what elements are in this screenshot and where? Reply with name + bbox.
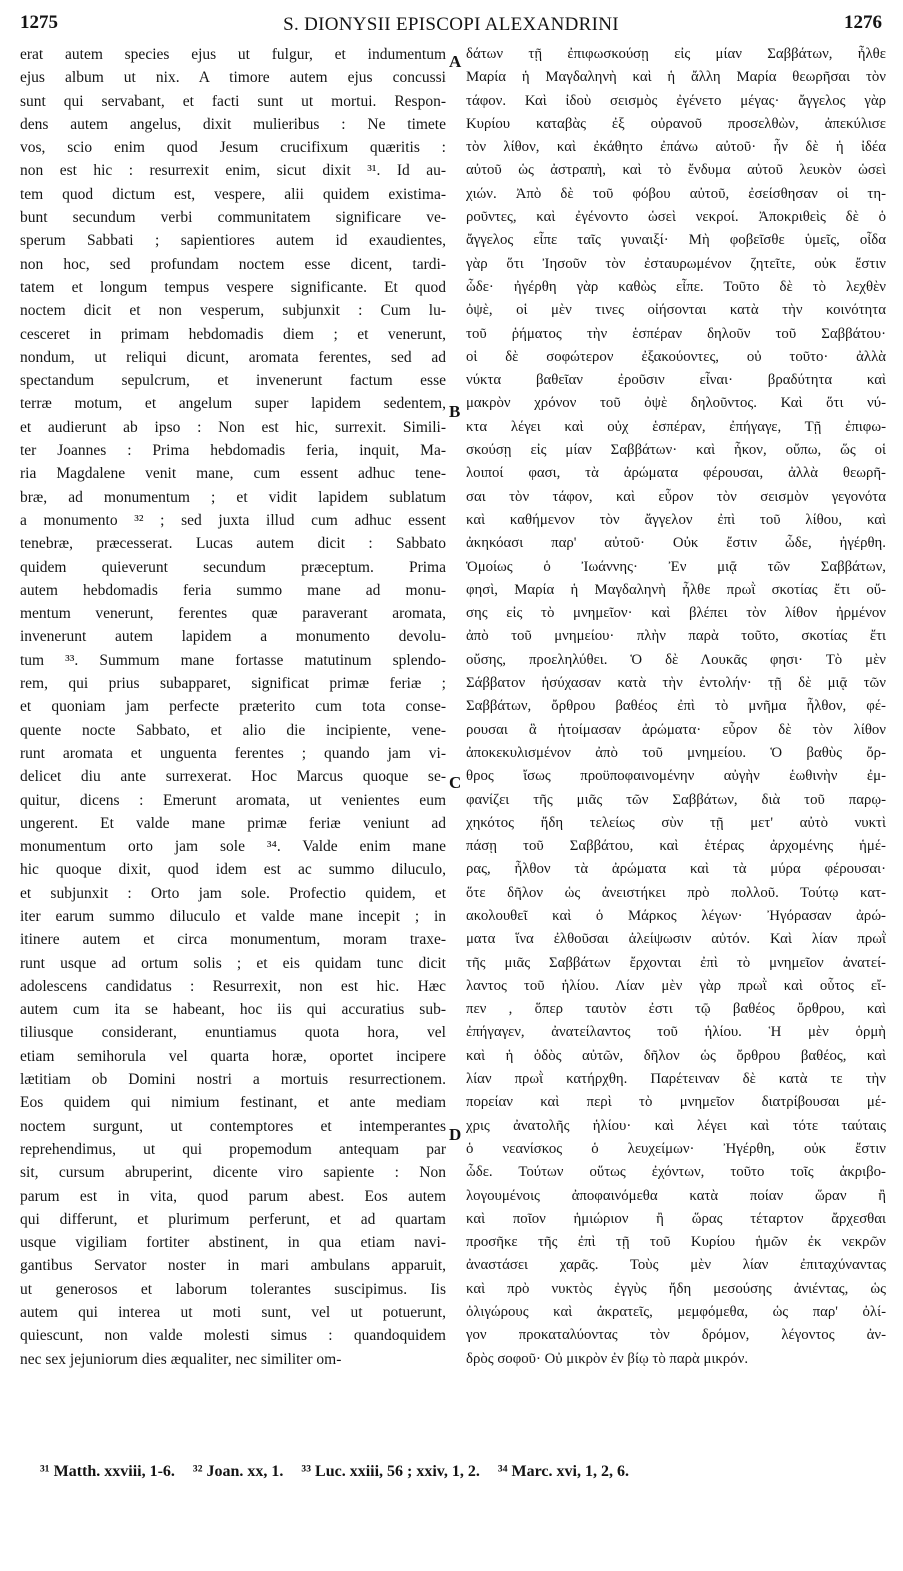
latin-text-line: etiam semihorula vel quarta horæ, oportet incipere [20,1047,446,1065]
greek-text-line: ματα ἵνα ἐλθοῦσαι ἀλείψωσιν αὐτόν. Καὶ λίαν πρωῒ [466,931,886,948]
greek-text-line: ὧδε· ἠγέρθη γὰρ καθὼς εἶπε. Τοῦτο δὲ τὸ λεχθὲν [466,278,886,295]
greek-text-line: λογουμένοις ἀποφαινόμεθα κατὰ ποίαν ὥραν ἢ [466,1187,886,1204]
greek-text-line: αὐτοῦ ὡς ἀστραπὴ, καὶ τὸ ἔνδυμα αὐτοῦ λευκὸν ὡσεὶ [466,162,886,179]
greek-text-line: ἀπὸ τοῦ μνημείου· πλὴν παρὰ τοῦτο, σκοτίας ἔτι [466,628,886,645]
running-title: S. DIONYSII EPISCOPI ALEXANDRINI [283,14,619,35]
page-number-left: 1275 [20,12,58,33]
latin-text-line: autem qui interea ut moti sunt, vel ut potuerunt, [20,1304,446,1322]
latin-text-line: delicet diu ante surrexerat. Hoc Marcus quoque se- [20,768,446,786]
greek-text-line: ἀναστάσει χαρᾶς. Τοὺς μὲν λίαν ἐπιταχύναντας [466,1257,886,1274]
greek-text-line: σης εἰς τὸ μνημεῖον· καὶ βλέπει τὸν λίθον ἠρμένον [466,605,886,622]
latin-text-line: cesceret in primam hebdomadis diem ; et venerunt, [20,325,446,343]
greek-text-line: τοῦ ῥήματος τὴν ἑσπέραν δηλοῦν τοῦ Σαββάτου· [466,325,886,342]
greek-text-line: ρας, ἦλθον τὰ ἀρώματα καὶ τὰ μύρα φέρουσαι· [466,861,886,878]
latin-text-line: noctem surgunt, ut contemptores et intemperantes [20,1117,446,1135]
greek-text-line: χηκότος ἤδη τελείως σὺν τῇ μετ' αὐτὸ νυκτὶ [466,814,886,831]
latin-text-line: invenerunt autem lapidem a monumento devolu- [20,628,446,646]
greek-text-line: πεν , ὅπερ ταυτὸν ἐστι τῷ βαθέος ὄρθρου, καὶ [466,1001,886,1018]
greek-text-line: τῆς μιᾶς Σαββάτων ἔρχονται ἐπὶ τὸ μνημεῖον ἀνατεί- [466,954,886,971]
latin-text-line: Eos quidem qui nimium festinant, et ante mediam [20,1094,446,1112]
column-marker-c: C [449,773,462,792]
column-marker-a: A [449,52,462,71]
greek-text-line: τὸν λίθον, καὶ ἐκάθητο ἐπάνω αὐτοῦ· ἦν δὲ ἡ ἰδέα [466,139,886,156]
greek-text-line: Σαββάτων, ὄρθρου βαθέος ἐπὶ τὸ μνῆμα ἦλθον, φέ- [466,698,886,715]
latin-text-line: lætitiam ob Domini nostri a mortuis resurrectionem. [20,1071,446,1089]
latin-text-line: quente nocte Sabbato, et alio die incipiente, vene- [20,721,446,739]
latin-text-line: erat autem species ejus ut fulgur, et indumentum [20,46,446,63]
latin-text-line: ungerent. Et valde mane primæ feriæ veniunt ad [20,814,446,832]
greek-text-line: φησὶ, Μαρία ἡ Μαγδαληνὴ ἦλθε πρωῒ σκοτίας ἔτι οὔ- [466,581,886,598]
greek-text-line: μακρὸν χρόνον τοῦ ὀψὲ δηλοῦντος. Καὶ ὅτι νύ- [466,395,886,412]
latin-text-line: a monumento ³² ; sed juxta illud cum adhuc essent [20,511,446,529]
latin-text-line: runt usque ad ortum solis ; et eis quidam tunc dicit [20,954,446,972]
latin-text-line: itinere autem et circa monumentum, moram traxe- [20,931,446,949]
running-header [20,12,882,40]
greek-text-line: λοιποί φασι, τὰ ἀρώματα φέρουσαι, ἀλλὰ θεωρῆ- [466,465,886,482]
greek-text-line: καὶ ἡ ὁδὸς αὐτῶν, δῆλον ὡς ὄρθρου βαθέος, καὶ [466,1047,886,1064]
greek-text-line: οὔσης, προεληλύθει. Ὁ δὲ Λουκᾶς φησι· Τὸ μὲν [466,651,886,668]
greek-text-line: νύκτα βαθεῖαν ἐροῦσιν εἶναι· βραδύτητα καὶ [466,372,886,389]
latin-text-line: rem, qui prius subapparet, significat primæ feriæ ; [20,675,446,693]
greek-text-line: Μαρία ἡ Μαγδαληνὴ καὶ ἡ ἄλλη Μαρία θεωρῆσαι τὸν [466,69,886,86]
column-marker-d: D [449,1125,462,1144]
greek-text-line: φανίζει τῆς μιᾶς τῶν Σαββάτων, διὰ τοῦ παρῳ- [466,791,886,808]
greek-text-line: σαι τὸν τάφον, καὶ εὗρον τὸν σεισμὸν γεγονότα [466,488,886,505]
greek-text-line: τάφον. Καὶ ἰδοὺ σεισμὸς ἐγένετο μέγας· ἄγγελος γὰρ [466,92,886,109]
greek-text-line: καὶ πρὸ νυκτὸς ἐγγὺς ἤδη μεσούσης ἀνιέντας, ὡς [466,1280,886,1297]
greek-text-line: κτα λέγει καὶ οὐχ ἑσπέραν, ἐπήγαγε, Τῇ ἐπιφω- [466,418,886,435]
footnote-34: ³⁴ Marc. xvi, 1, 2, 6. [497,1463,629,1480]
greek-text-line: ἀκηκόασι παρ' αὐτοῦ· Οὐκ ἔστιν ὧδε, ἠγέρθη. [466,535,886,552]
latin-text-line: sperum Sabbati ; sapientiores autem id exaudientes, [20,232,446,250]
greek-text-line: δάτων τῇ ἐπιφωσκούσῃ εἰς μίαν Σαββάτων, ἦλθε [466,46,886,62]
latin-text-line: dens autem angelus, dixit mulieribus : Ne timete [20,115,446,133]
footnote-33: ³³ Luc. xxiii, 56 ; xxiv, 1, 2. [301,1463,480,1480]
latin-text-line: et quoniam jam perfecte præterito cum tota conse- [20,698,446,716]
column-marker-b: B [449,402,461,421]
latin-text-line: tenebræ, præcesserat. Lucas autem dicit : Sabbato [20,535,446,553]
greek-column [466,43,886,1371]
footnote-31: ³¹ Matth. xxviii, 1-6. [40,1463,175,1480]
latin-text-line: spectandum sepulcrum, et invenerunt factum esse [20,372,446,390]
latin-text-line: non est hic : resurrexit enim, sicut dixit ³¹. Id au- [20,162,446,180]
greek-text-line: Σάββατον ἡσύχασαν κατὰ τὴν ἐντολήν· τῇ δὲ μιᾷ τῶν [466,675,886,692]
footnotes [40,1463,880,1481]
latin-text-line: mentum venerunt, ferentes quæ paraverant aromata, [20,605,446,623]
latin-text-line: et audierunt ab ipso : Non est hic, surrexit. Simili- [20,418,446,436]
greek-text-line: ὁ νεανίσκος ὁ λευχείμων· Ἠγέρθη, οὐκ ἔστιν [466,1140,886,1157]
latin-text-line: tatem et longum tempus vespere significante. Et quod [20,278,446,296]
latin-text-line: bræ, ad monumentum ; et vidit lapidem sublatum [20,488,446,506]
latin-text-line: ejus album ut nix. A timore autem ejus concussi [20,69,446,87]
greek-text-line: γον προκαταλύοντας τὸν δρόμον, λέγοντος ἀν- [466,1327,886,1344]
latin-text-line: noctem dicit et non vesperum, subjunxit : Cum lu- [20,302,446,320]
latin-text-line: hic quoque dixit, quod idem est ac summo diluculo, [20,861,446,879]
latin-text-line: non hoc, sed profundam noctem esse dicent, tardi- [20,255,446,273]
latin-text-line: tem quod dictum est, vespere, alii quidem existima- [20,185,446,203]
greek-text-line: πορείαν καὶ περὶ τὸ μνημεῖον διατρίβουσαι μέ- [466,1094,886,1111]
latin-text-line: monumentum orto jam sole ³⁴. Valde enim mane [20,838,446,856]
latin-text-line: tiliusque considerant, enuntiamus quota hora, vel [20,1024,446,1042]
greek-text-line: ὀλιγώρους καὶ ἀκρατεῖς, μεμφόμεθα, ὡς παρ' ὀλί- [466,1304,886,1321]
latin-text-line: quidem quieverunt secundum præceptum. Prima [20,558,446,576]
latin-text-line: ut generosos et laborum tolerantes suscipimus. Iis [20,1280,446,1298]
greek-text-line: καὶ καθήμενον τὸν ἄγγελον ἐπὶ τοῦ λίθου, καὶ [466,511,886,528]
latin-text-line: ter Joannes : Prima hebdomadis feria, inquit, Ma- [20,442,446,460]
greek-text-line: ἄγγελος εἶπε ταῖς γυναιξί· Μὴ φοβεῖσθε ὑμεῖς, οἶδα [466,232,886,249]
greek-text-line: ἀποκεκυλισμένον ἀπὸ τοῦ μνημείου. Ὁ βαθὺς ὄρ- [466,744,886,761]
greek-text-line: οἱ δὲ σοφώτερον ἐξακούοντες, οὐ τοῦτο· ἀλλὰ [466,348,886,365]
latin-column [20,43,446,1371]
latin-text-line: nec sex jejuniorum dies æqualiter, nec similiter om- [20,1350,342,1368]
greek-text-line: λαντος τοῦ ἡλίου. Λίαν μὲν γὰρ πρωῒ καὶ οὗτος εἴ- [466,977,886,994]
latin-text-line: quiescunt, non valde molesti simus : quandoquidem [20,1327,446,1345]
greek-text-line: καὶ ποῖον ἡμιώριον ἢ ὥρας τέταρτον ἄρχεσθαι [466,1210,886,1227]
latin-text-line: adolescens candidatus : Resurrexit, non est hic. Hæc [20,977,446,995]
latin-text-line: tum ³³. Summum mane fortasse matutinum splendo- [20,651,446,669]
latin-text-line: parum est in vita, quod parum abest. Eos autem [20,1187,446,1205]
latin-text-line: ria Magdalene venit mane, cum essent adhuc tene- [20,465,446,483]
latin-text-line: iter earum summo diluculo et valde mane incepit ; in [20,907,446,925]
greek-text-line: δρὸς σοφοῦ· Οὐ μικρὸν ἐν βίῳ τὸ παρὰ μικρόν. [466,1350,749,1367]
greek-text-line: χρις ἀνατολῆς ἡλίου· καὶ λέγει καὶ τότε ταύταις [466,1117,886,1134]
greek-text-line: πάσῃ τοῦ Σαββάτου, καὶ ἑτέρας ἀρχομένης ἡμέ- [466,838,886,855]
greek-text-line: λίαν πρωῒ κατήρχθη. Παρέτειναν δὲ κατὰ τε τὴν [466,1071,886,1088]
greek-text-line: ροῦντες, καὶ ἐγένοντο ὡσεὶ νεκροί. Ἀποκριθεὶς δὲ ὁ [466,209,886,226]
greek-text-line: προσῆκε τῆς ἐπὶ τῇ τοῦ Κυρίου ἡμῶν ἐκ νεκρῶν [466,1234,886,1251]
greek-text-line: χιών. Ἀπὸ δὲ τοῦ φόβου αὐτοῦ, ἐσείσθησαν οἱ τη- [466,185,886,202]
latin-text-line: bunt secundum verbi communitatem significare ve- [20,209,446,227]
latin-text-line: qui differunt, et plurimum perferunt, et ad quartam [20,1210,446,1228]
greek-text-line: Ὁμοίως ὁ Ἰωάννης· Ἐν μιᾷ τῶν Σαββάτων, [466,558,886,575]
latin-text-line: quitur, dicens : Emerunt aromata, ut venientes eum [20,791,446,809]
latin-text-line: nondum, ut reliqui dicunt, aromata ferentes, sed ad [20,348,446,366]
greek-text-line: γὰρ ὅτι Ἰησοῦν τὸν ἐσταυρωμένον ζητεῖτε, οὐκ ἔστιν [466,255,886,272]
greek-text-line: ὅτε δῆλον ὡς ἀνειστήκει πρὸ πολλοῦ. Τούτῳ κατ- [466,884,886,901]
latin-text-line: sunt qui servabant, et facti sunt ut mortui. Respon- [20,92,446,110]
greek-text-line: σκούσῃ εἰς μίαν Σαββάτων· καὶ ἧκον, οὔπω, ὥς οἱ [466,442,886,459]
greek-text-line: ακολουθεῖ καὶ ὁ Μάρκος λέγων· Ἠγόρασαν ἀρώ- [466,907,886,924]
greek-text-line: θρος ἴσως προϋποφαινομένην αὐγὴν ἑωθινὴν ἐμ- [466,768,886,785]
latin-text-line: gantibus Servator noster in mari ambulans apparuit, [20,1257,446,1275]
greek-text-line: ἐπήγαγεν, ἀνατείλαντος τοῦ ἡλίου. Ἡ μὲν ὁρμὴ [466,1024,886,1041]
latin-text-line: terræ motum, et angelum super lapidem sedentem, [20,395,446,413]
latin-text-line: usque vigiliam fortiter abstinent, in qua etiam navi- [20,1234,446,1252]
greek-text-line: ρουσαι ἃ ἡτοίμασαν ἀρώματα· εὗρον δὲ τὸν λίθον [466,721,886,738]
greek-text-line: Κυρίου καταβὰς ἐξ οὐρανοῦ προσελθὼν, ἀπεκύλισε [466,115,886,132]
latin-text-line: et subjunxit : Orto jam sole. Profectio quidem, et [20,884,446,902]
latin-text-line: vos, scio enim quod Jesum crucifixum quæritis : [20,139,446,157]
latin-text-line: reprehendimus, ut qui propemodum antequam par [20,1140,446,1158]
greek-text-line: ὧδε. Τούτων οὕτως ἐχόντων, τοῦτο τοῖς ἀκριβο- [466,1164,886,1181]
latin-text-line: runt aromata et unguenta ferentes ; quando jam vi- [20,744,446,762]
page-number-right: 1276 [844,12,882,33]
latin-text-line: autem hebdomadis feria summo mane ad monu- [20,581,446,599]
footnote-32: ³² Joan. xx, 1. [192,1463,284,1480]
latin-text-line: autem cum ita se habeant, hoc iis qui accuratius sub- [20,1001,446,1019]
greek-text-line: ὀψὲ, οἱ μὲν τινες οἰήσονται κατὰ τὴν κοινότητα [466,302,886,319]
latin-text-line: sit, cursum abruperint, dicente viro sapiente : Non [20,1164,446,1182]
